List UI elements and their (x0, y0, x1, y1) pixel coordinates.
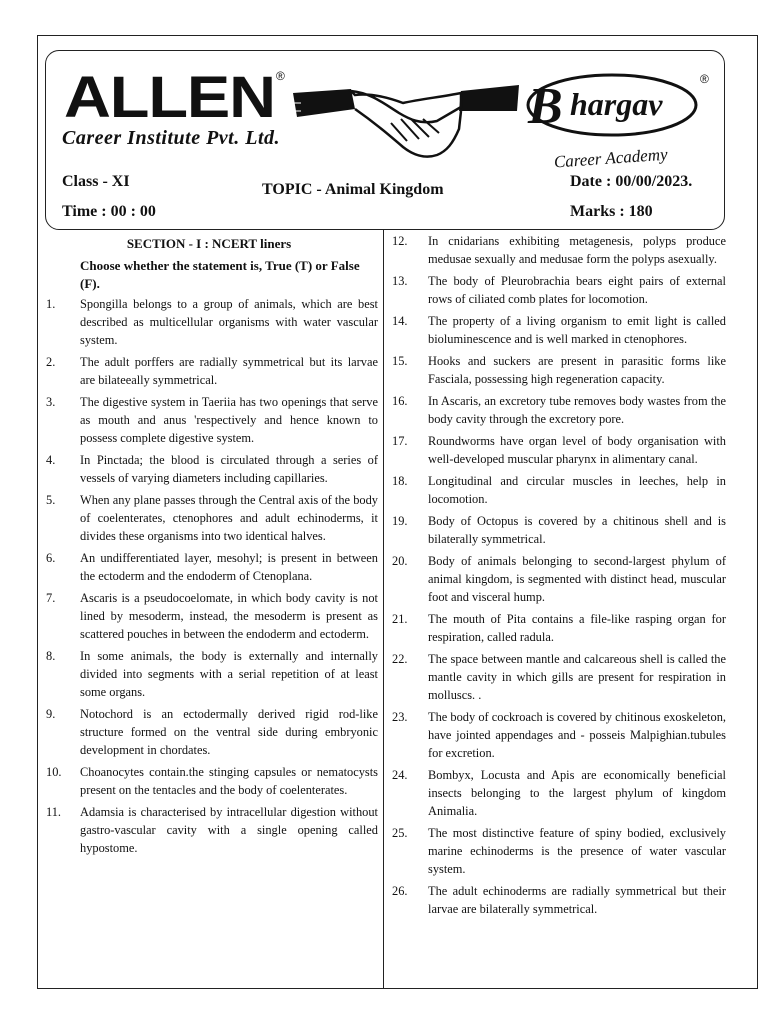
question-item (40, 353, 378, 389)
question-number: 13. (392, 274, 408, 288)
question-number: 18. (392, 474, 408, 488)
question-item (388, 650, 726, 704)
allen-subtitle: Career Institute Pvt. Ltd. (62, 127, 280, 149)
question-number: 1. (46, 297, 56, 311)
allen-registered-mark: ® (276, 69, 285, 83)
column-divider (383, 230, 384, 988)
question-number: 15. (392, 354, 408, 368)
question-number: 25. (392, 826, 408, 840)
bhargav-logo (524, 65, 714, 175)
question-number: 3. (46, 395, 56, 409)
marks-label: Marks : 180 (570, 203, 653, 220)
question-number: 14. (392, 314, 408, 328)
topic-title: TOPIC - Animal Kingdom (262, 181, 444, 198)
question-number: 11. (46, 805, 62, 819)
question-text: The adult porffers are radially symmetrical but its larvae are bilateeally symmetrical. (80, 355, 378, 387)
question-item (40, 549, 378, 585)
question-text: When any plane passes through the Central axis of the body of coelenterates, ctenophores and adult echinoderms, it divides these organisms into two identical halves. (80, 493, 378, 543)
question-item (388, 610, 726, 646)
question-text: In Ascaris, an excretory tube removes body wastes from the body cavity through the excretory pore. (428, 394, 726, 426)
allen-logo: ALLEN (64, 65, 275, 130)
instructions: Choose whether the statement is, True (T) or False (F). (80, 258, 360, 291)
question-number: 24. (392, 768, 408, 782)
question-item (40, 763, 378, 799)
question-number: 26. (392, 884, 408, 898)
header-banner (45, 50, 725, 230)
question-item (40, 451, 378, 487)
question-text: The body of cockroach is covered by chitinous exoskeleton, have jointed appendages and - posseis Malpighian.tubules for excretion. (428, 710, 726, 760)
question-item (40, 295, 378, 349)
question-number: 8. (46, 649, 56, 663)
question-text: Bombyx, Locusta and Apis are economically beneficial insects belonging to the largest phylum of kingdom Animalia. (428, 768, 726, 818)
question-item (388, 312, 726, 348)
question-number: 12. (392, 234, 408, 248)
question-item (388, 472, 726, 508)
question-text: The mouth of Pita contains a file-like rasping organ for respiration, called radula. (428, 612, 726, 644)
question-text: Notochord is an ectodermally derived rigid rod-like structure formed on the ventral side during embryonic development in chordates. (80, 707, 378, 757)
handshake-icon (291, 63, 521, 173)
question-item (40, 393, 378, 447)
question-text: Body of animals belonging to second-largest phylum of animal kingdom, is segmented with distinct head, muscular foot and visceral hump. (428, 554, 726, 604)
question-number: 22. (392, 652, 408, 666)
right-column (388, 232, 726, 922)
question-item (388, 882, 726, 918)
question-text: In Pinctada; the blood is circulated through a series of vessels of varying diameters including capillaries. (80, 453, 378, 485)
question-text: Adamsia is characterised by intracellular digestion without gastro-vascular cavity with a single opening called hypostome. (80, 805, 378, 855)
question-item (388, 708, 726, 762)
bhargav-registered-mark: ® (700, 72, 709, 86)
question-item (40, 589, 378, 643)
question-item (388, 272, 726, 308)
question-number: 7. (46, 591, 56, 605)
question-item (40, 647, 378, 701)
question-text: In some animals, the body is externally and internally divided into segments with a serial repetition of at least some organs. (80, 649, 378, 699)
question-text: Ascaris is a pseudocoelomate, in which body cavity is not lined by mesoderm, instead, the mesoderm is present as scattered pouches in between the endoderm and ectoderm. (80, 591, 378, 641)
bhargav-logo-initial: B (528, 78, 563, 135)
question-text: Longitudinal and circular muscles in leeches, help in locomotion. (428, 474, 726, 506)
question-item (40, 803, 378, 857)
question-text: Roundworms have organ level of body organisation with well-developed muscular pharynx in alimentary canal. (428, 434, 726, 466)
question-text: The body of Pleurobrachia bears eight pairs of external rows of ciliated comb plates for locomotion. (428, 274, 726, 306)
question-item (388, 392, 726, 428)
question-number: 2. (46, 355, 56, 369)
question-number: 16. (392, 394, 408, 408)
question-number: 5. (46, 493, 56, 507)
bhargav-subtitle: Career Academy (553, 144, 669, 172)
question-text: The most distinctive feature of spiny bodied, exclusively marine echinoderms is the presence of water vascular system. (428, 826, 726, 876)
question-number: 9. (46, 707, 56, 721)
question-item (40, 491, 378, 545)
question-item (388, 352, 726, 388)
question-item (388, 552, 726, 606)
question-number: 17. (392, 434, 408, 448)
question-item (40, 705, 378, 759)
question-item (388, 232, 726, 268)
question-item (388, 512, 726, 548)
question-number: 23. (392, 710, 408, 724)
question-text: The property of a living organism to emit light is called bioluminescence and is well marked in ctenophores. (428, 314, 726, 346)
question-text: The adult echinoderms are radially symmetrical but their larvae are bilaterally symmetrical. (428, 884, 726, 916)
class-label: Class - XI (62, 173, 130, 190)
section-title: SECTION - I : NCERT liners (126, 236, 292, 251)
date-label: Date : 00/00/2023. (570, 173, 693, 190)
question-text: Body of Octopus is covered by a chitinous shell and is bilaterally symmetrical. (428, 514, 726, 546)
question-text: The space between mantle and calcareous shell is called the mantle cavity in which gills are present for respiration in molluscs. . (428, 652, 726, 702)
bhargav-logo-name: hargav (570, 86, 663, 122)
question-text: Spongilla belongs to a group of animals, which are best described as multicellular organisms with water vascular system. (80, 297, 378, 347)
question-number: 20. (392, 554, 408, 568)
question-number: 4. (46, 453, 56, 467)
question-number: 6. (46, 551, 56, 565)
question-text: Hooks and suckers are present in parasitic forms like Fasciala, possessing high regeneration capacity. (428, 354, 726, 386)
question-number: 19. (392, 514, 408, 528)
time-label: Time : 00 : 00 (62, 203, 156, 220)
question-item (388, 824, 726, 878)
question-item (388, 766, 726, 820)
question-text: In cnidarians exhibiting metagenesis, polyps produce medusae sexually and medusae form the polyps asexually. (428, 234, 726, 266)
question-number: 21. (392, 612, 408, 626)
left-column (40, 232, 378, 861)
question-item (388, 432, 726, 468)
question-text: An undifferentiated layer, mesohyl; is present in between the ectoderm and the endoderm of Ctenoplana. (80, 551, 378, 583)
question-text: The digestive system in Taeriia has two openings that serve as mouth and anus 'respectively and hence known to possess complete digestive system. (80, 395, 378, 445)
question-number: 10. (46, 765, 62, 779)
question-text: Choanocytes contain.the stinging capsules or nematocysts present on the tentacles and the body of coelenterates. (80, 765, 378, 797)
